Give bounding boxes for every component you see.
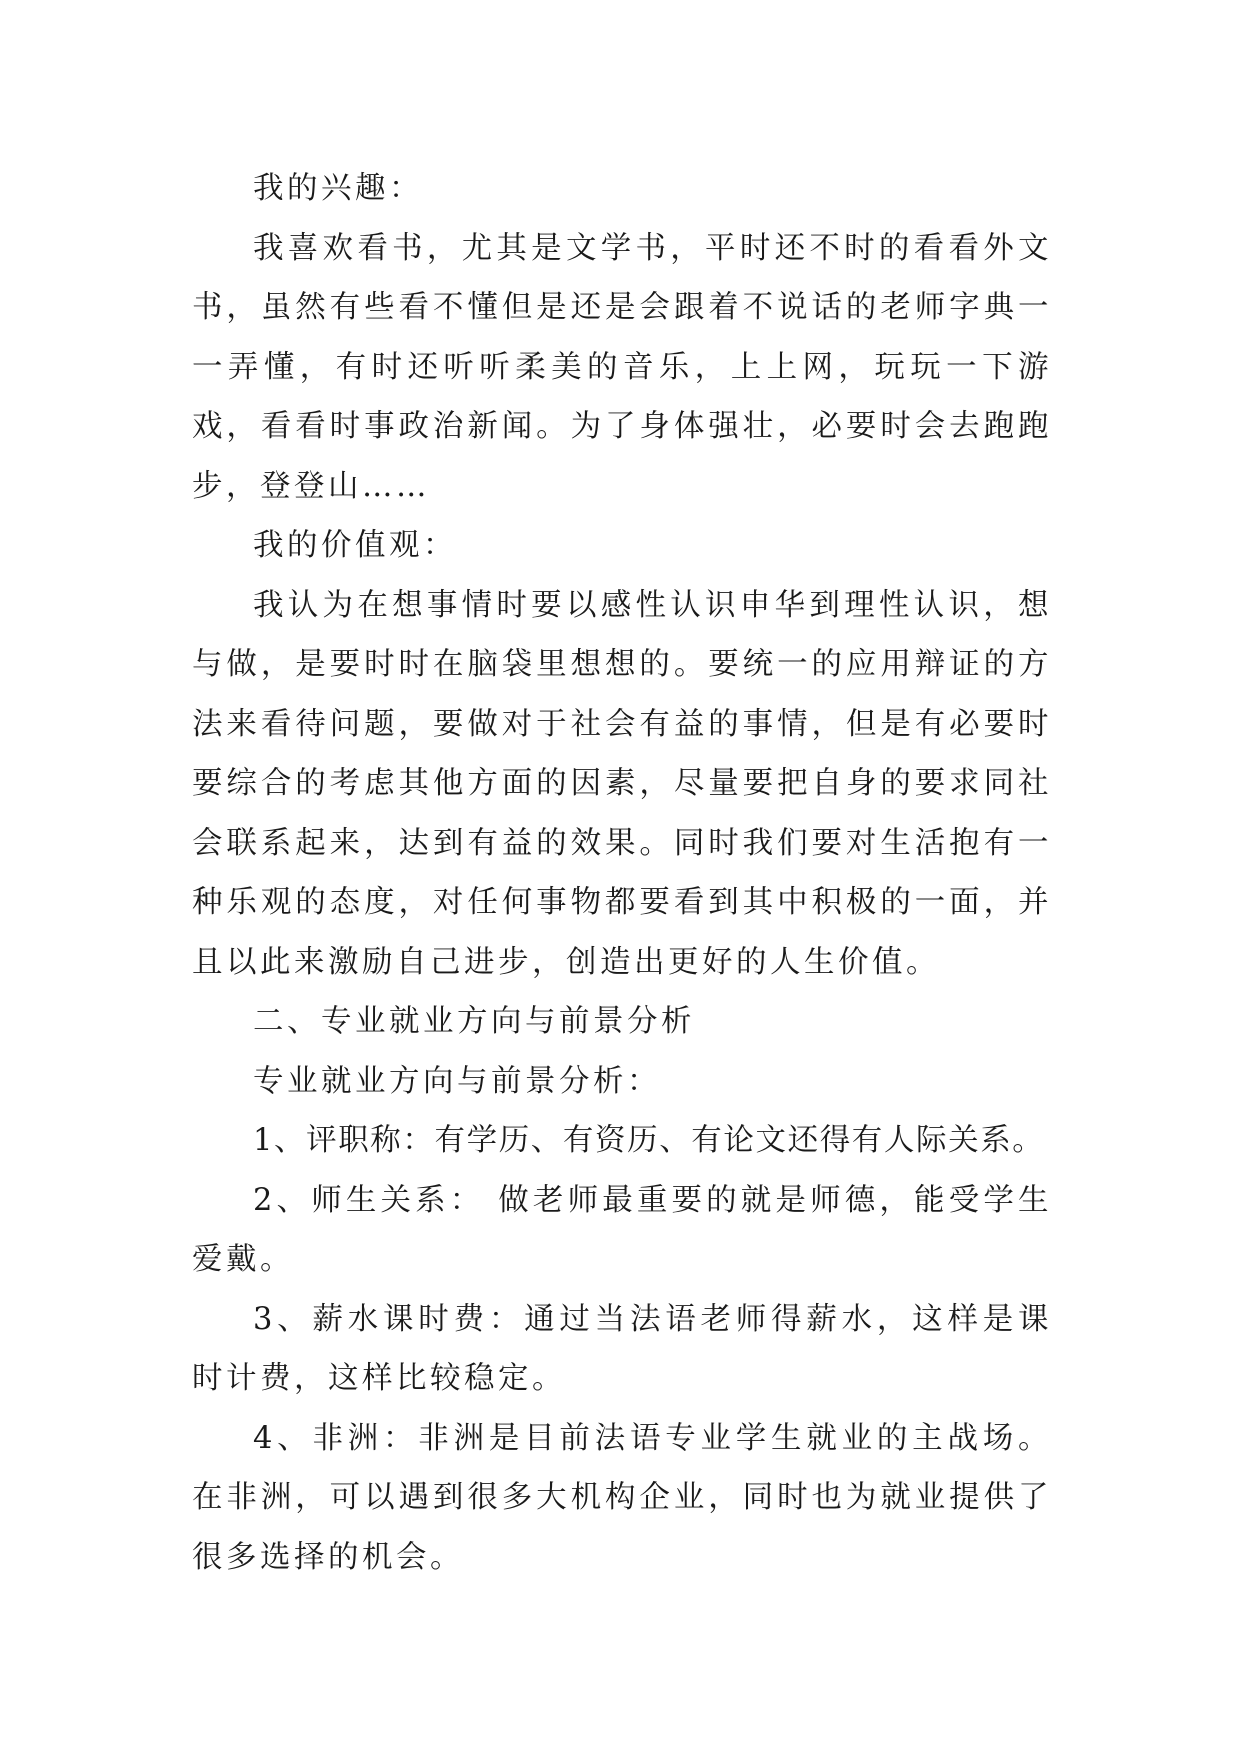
list-item-1: 1、评职称：有学历、有资历、有论文还得有人际关系。 <box>253 1123 1045 1158</box>
subheading-career-analysis: 专业就业方向与前景分析： <box>253 1063 661 1099</box>
list-item-3: 3、薪水课时费：通过当法语老师得薪水，这样是课时计费，这样比较稳定。 <box>192 1301 1052 1396</box>
heading-values: 我的价值观： <box>253 528 457 563</box>
heading-interests: 我的兴趣： <box>253 171 423 206</box>
list-item-2: 2、师生关系： 做老师最重要的就是师德，能受学生爱戴。 <box>192 1182 1052 1277</box>
document-body <box>192 159 1052 1587</box>
list-item-4: 4、非洲：非洲是目前法语专业学生就业的主战场。在非洲，可以遇到很多大机构企业，同时也为就业提供了很多选择的机会。 <box>192 1420 1052 1575</box>
paragraph-values: 我认为在想事情时要以感性认识申华到理性认识，想与做，是要时时在脑袋里想想的。要统一的应用辩证的方法来看待问题，要做对于社会有益的事情，但是有必要时要综合的考虑其他方面的因素，尽量要把自身的要求同社会联系起来，达到有益的效果。同时我们要对生活抱有一种乐观的态度，对任何事物都要看到其中积极的一面，并且以此来激励自己进步，创造出更好的人生价值。 <box>192 587 1052 980</box>
paragraph-interests: 我喜欢看书，尤其是文学书，平时还不时的看看外文书，虽然有些看不懂但是还是会跟着不说话的老师字典一一弄懂，有时还听听柔美的音乐，上上网，玩玩一下游戏，看看时事政治新闻。为了身体强壮，必要时会去跑跑步，登登山…… <box>192 230 1052 504</box>
section-heading-career: 二、专业就业方向与前景分析 <box>253 1004 695 1039</box>
